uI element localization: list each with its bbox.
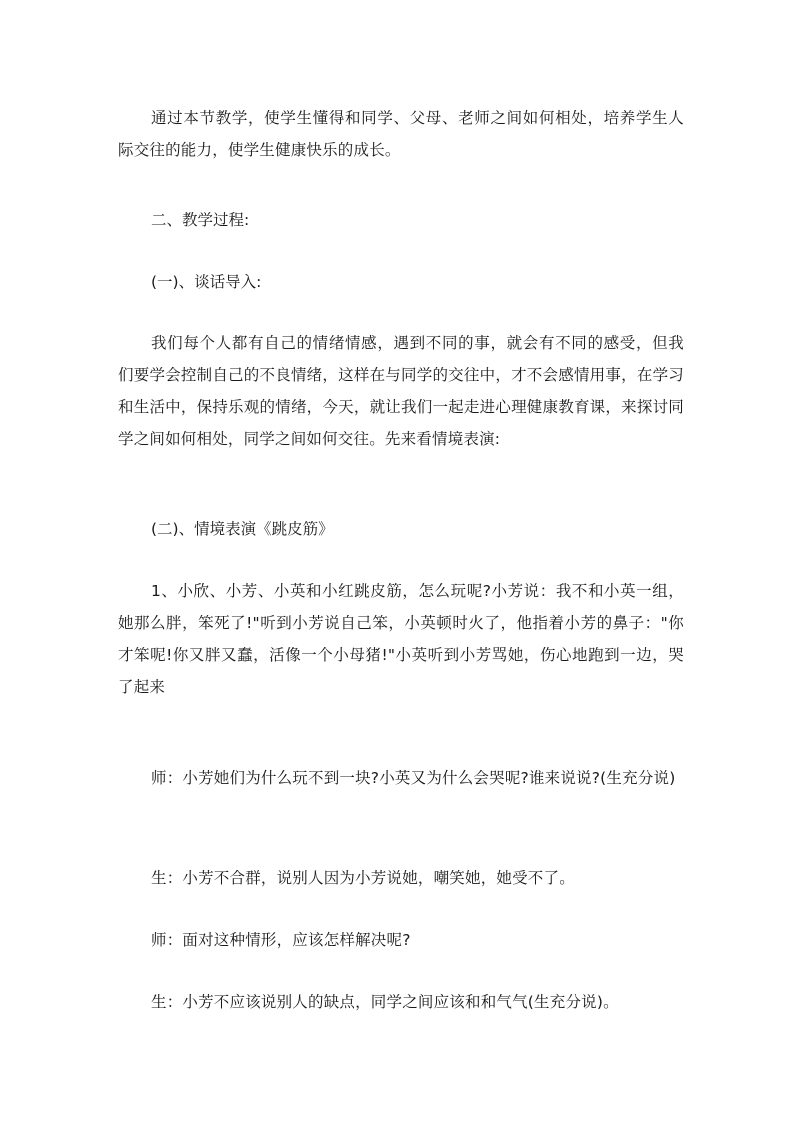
paragraph-student-answer-2: 生：小芳不应该说别人的缺点，同学之间应该和和气气(生充分说)。 — [151, 993, 619, 1011]
paragraph-student-answer-1: 生：小芳不合群，说别人因为小芳说她，嘲笑她，她受不了。 — [151, 869, 575, 887]
paragraph-teaching-goal: 通过本节教学，使学生懂得和同学、父母、老师之间如何相处，培养学生人际交往的能力，使学生健康快乐的成长。 — [118, 109, 684, 159]
heading-talk-intro: (一)、谈话导入: — [151, 273, 262, 291]
paragraph-teacher-question-2: 师：面对这种情形，应该怎样解决呢? — [151, 931, 411, 949]
paragraph-scenario-story: 1、小欣、小芳、小英和小红跳皮筋，怎么玩呢?小芳说：我不和小英一组，她那么胖，笨死了!"听到小芳说自己笨，小英顿时火了，他指着小芳的鼻子："你才笨呢!你又胖又蠢，活像一个小母猪!"小英听到小芳骂她，伤心地跑到一边，哭了起来 — [118, 582, 684, 696]
heading-scenario-play: (二)、情境表演《跳皮筋》 — [151, 520, 334, 538]
paragraph-intro-text: 我们每个人都有自己的情绪情感，遇到不同的事，就会有不同的感受，但我们要学会控制自己的不良情绪，这样在与同学的交往中，才不会感情用事，在学习和生活中，保持乐观的情绪，今天，就让我们一起走进心理健康教育课，来探讨同学之间如何相处，同学之间如何交往。先来看情境表演: — [118, 334, 684, 448]
paragraph-teacher-question-1: 师：小芳她们为什么玩不到一块?小英又为什么会哭呢?谁来说说?(生充分说) — [151, 769, 676, 787]
heading-teaching-process: 二、教学过程: — [151, 211, 250, 229]
